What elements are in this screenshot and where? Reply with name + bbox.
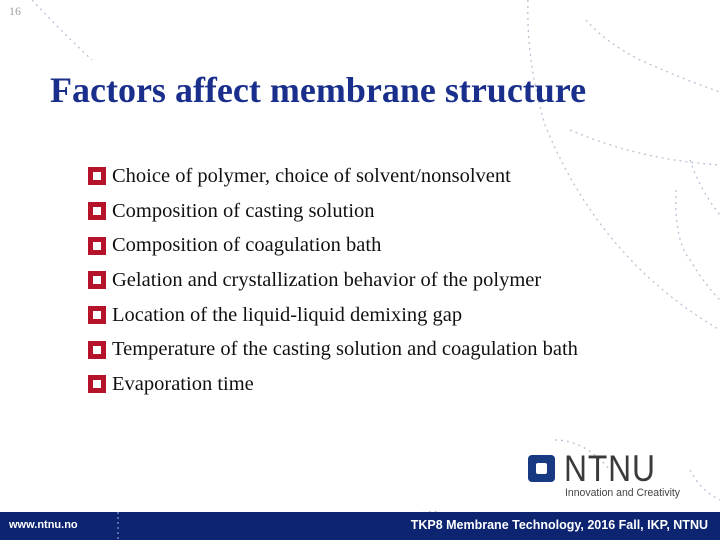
list-item: [88, 298, 578, 333]
square-bullet-icon: [88, 271, 106, 289]
footer-course-label: TKP8 Membrane Technology, 2016 Fall, IKP, NTNU: [410, 518, 708, 532]
bullet-list: [88, 159, 578, 402]
ntnu-logo: [528, 448, 688, 505]
bullet-text: Location of the liquid-liquid demixing gap: [112, 303, 463, 326]
bullet-text: Composition of coagulation bath: [112, 234, 382, 257]
list-item: [88, 332, 578, 367]
square-bullet-icon: [88, 341, 106, 359]
slide-title: Factors affect membrane structure: [50, 70, 587, 110]
logo-tagline: Innovation and Creativity: [565, 487, 681, 499]
list-item: [88, 367, 578, 402]
bullet-text: Evaporation time: [112, 372, 254, 395]
ntnu-logo-icon: [528, 455, 555, 482]
square-bullet-icon: [88, 167, 106, 185]
list-item: [88, 159, 578, 194]
bullet-text: Choice of polymer, choice of solvent/nonsolvent: [112, 164, 511, 187]
footer-dotted-separator: [117, 512, 119, 540]
logo-wordmark: NTNU: [564, 448, 656, 489]
slide-number: 16: [9, 4, 21, 18]
square-bullet-icon: [88, 237, 106, 255]
square-bullet-icon: [88, 375, 106, 393]
bullet-text: Temperature of the casting solution and coagulation bath: [112, 338, 578, 361]
list-item: [88, 228, 578, 263]
square-bullet-icon: [88, 202, 106, 220]
footer-bar: [0, 512, 720, 540]
square-bullet-icon: [88, 306, 106, 324]
footer-url-link[interactable]: www.ntnu.no: [9, 519, 78, 531]
list-item: [88, 263, 578, 298]
bullet-text: Gelation and crystallization behavior of the polymer: [112, 268, 542, 291]
bullet-text: Composition of casting solution: [112, 199, 375, 222]
list-item: [88, 194, 578, 229]
